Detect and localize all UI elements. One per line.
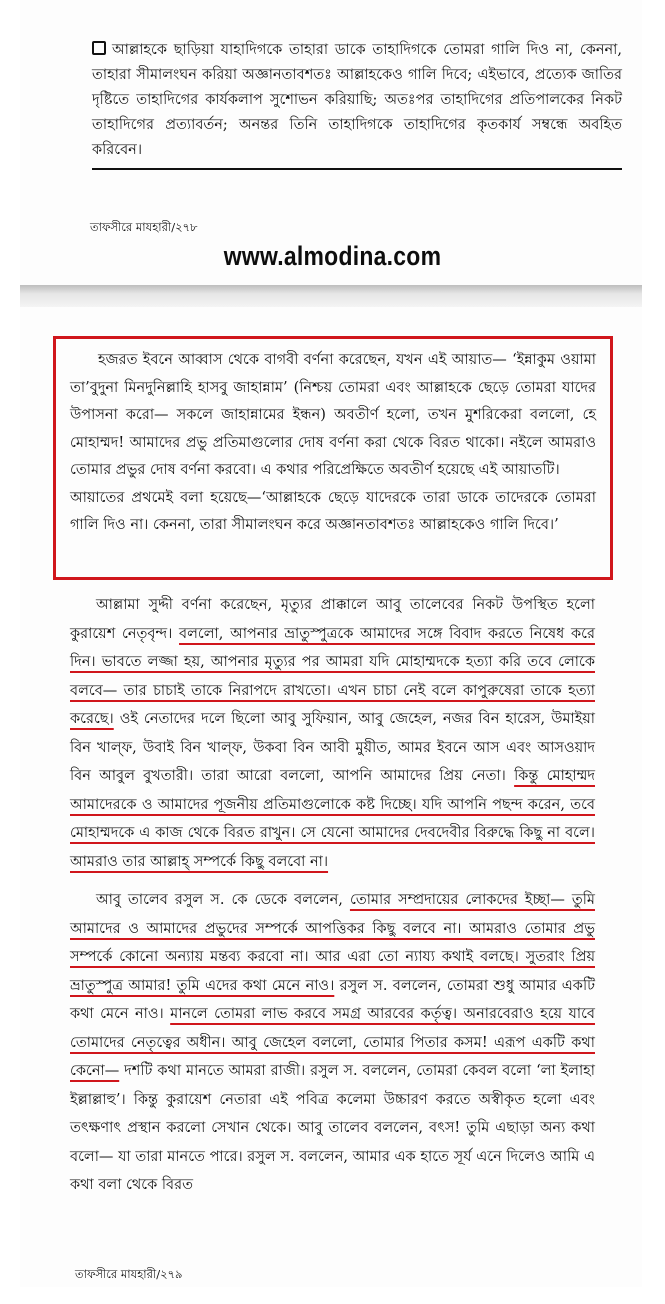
highlight-box [53, 336, 613, 580]
body-text [70, 591, 595, 1210]
quran-verse-translation [92, 38, 622, 163]
text-span: আল্লামা সুদ্দী বর্ণনা করেছেন, মৃত্যুর প্রাক্কালে আবু তালেবের নিকট উপস্থিত হলো কুরায়েশ নেতৃবৃন্দ। [70, 597, 595, 642]
website-watermark: www.almodina.com [223, 241, 442, 271]
highlight-paragraph-1: হজরত ইবনে আব্বাস থেকে বাগবী বর্ণনা করেছেন, যখন এই আয়াত— ‘ইন্নাকুম ওয়ামা তা’বুদুনা মিনদুনিল্লাহি হাসবু জাহান্নাম’ (নিশ্চয় তোমরা এবং আল্লাহকে ছেড়ে তোমরা যাদের উপাসনা করো— সকলে জাহান্নামের ইন্ধন) অবতীর্ণ হলো, তখন মুশরিকেরা বললো, হে মোহাম্মদ! আমাদের প্রভু প্রতিমাগুলোর দোষ বর্ণনা করা থেকে বিরত থাকো। নইলে আমরাও তোমার প্রভুর দোষ বর্ণনা করবো। এ কথার পরিপ্রেক্ষিতে অবতীর্ণ হয়েছে এই আয়াতটি। [70, 352, 596, 478]
body-paragraph-2 [70, 886, 595, 1200]
underlined-text: মানলে তোমরা লাভ করবে সমগ্র আরবের কর্তৃত্ব। অনারবেরাও হয়ে যাবে তোমাদের নেতৃত্বের অধীন। আবু জেহেল বললো, তোমার পিতার কসম! এরূপ একটি কথা কেনো— [70, 1006, 595, 1079]
divider [92, 168, 622, 170]
text-span: দশটি কথা মানতে আমরা রাজী। রসুল স. বললেন, তোমরা কেবল বলো ‘লা ইলাহা ইল্লাল্লাহু’। কিন্তু কুরায়েশ নেতারা এই পবিত্র কলেমা উচ্চারণ করতে অস্বীকৃত হলো এবং তৎক্ষণাৎ প্রস্থান করলো সেখান থেকে। আবু তালেব বললেন, বৎস! তুমি এছাড়া অন্য কথা বলো— যা তারা মানতে পারে। রসুল স. বললেন, আমার এক হাতে সূর্য এনে দিলেও আমি এ কথা বলা থেকে বিরত [70, 1063, 595, 1193]
underlined-text: কিন্তু মোহাম্মদ আমাদেরকে ও আমাদের পূজনীয় প্রতিমাগুলোকে কষ্ট দিচ্ছে। যদি আপনি পছন্দ করেন, তবে মোহাম্মদকে এ কাজ থেকে বিরত রাখুন। সে যেনো আমাদের দেবদেবীর বিরুদ্ধে কিছু না বলে। আমরাও তার আল্লাহ্ সম্পর্কে কিছু বলবো না। [70, 768, 595, 870]
underlined-text: বললো, আপনার ভ্রাতুস্পুত্রকে আমাদের সঙ্গে বিবাদ করতে নিষেধ করে দিন। ভাবতে লজ্জা হয়, আপনার মৃত্যুর পর আমরা যদি মোহাম্মদকে হত্যা করি তবে লোকে বলবে— তার চাচাই তাকে নিরাপদে রাখতো। এখন চাচা নেই বলে কাপুরুষেরা তাকে হত্যা করেছে। [70, 625, 595, 727]
underlined-text: তোমার সম্প্রদায়ের লোকদের ইচ্ছা— তুমি আমাদের ও আমাদের প্রভুদের সম্পর্কে আপত্তিকর কিছু বলবে না। আমরাও তোমার প্রভু সম্পর্কে কোনো অন্যায় মন্তব্য করবো না। আর এরা তো ন্যায্য কথাই বলছে। সুতরাং প্রিয় ভ্রাতুস্পুত্র আমার! তুমি এদের কথা মেনে নাও। [70, 892, 595, 994]
text-span: আবু তালেব রসুল স. কে ডেকে বললেন, [96, 892, 350, 908]
page-separator [20, 285, 642, 307]
highlight-paragraph-2: আয়াতের প্রথমেই বলা হয়েছে—‘আল্লাহকে ছেড়ে যাদেরকে তারা ডাকে তাদেরকে তোমরা গালি দিও না। কেননা, তারা সীমালংঘন করে অজ্ঞানতাবশতঃ আল্লাহকেও গালি দিবে।’ [70, 489, 596, 533]
page-reference-bottom: তাফসীরে মাযহারী/২৭৯ [75, 1267, 183, 1281]
page-reference-top: তাফসীরে মাযহারী/২৭৮ [90, 220, 198, 234]
verse-marker-icon [92, 41, 106, 55]
verse-text: আল্লাহকে ছাড়িয়া যাহাদিগকে তাহারা ডাকে তাহাদিগকে তোমরা গালি দিও না, কেননা, তাহারা সীমালংঘন করিয়া অজ্ঞানতাবশতঃ আল্লাহকেও গালি দিবে; এইভাবে, প্রত্যেক জাতির দৃষ্টিতে তাহাদিগের কার্যকলাপ সুশোভন করিয়াছি; অতঃপর তাহাদিগের প্রতিপালকের নিকট তাহাদিগের প্রত্যাবর্তন; অনন্তর তিনি তাহাদিগকে তাহাদিগের কৃতকার্য সম্বন্ধে অবহিত করিবেন। [92, 42, 622, 158]
body-paragraph-1 [70, 591, 595, 876]
text-span: ওই নেতাদের দলে ছিলো আবু সুফিয়ান, আবু জেহেল, নজর বিন হারেস, উমাইয়া বিন খাল্‌ফ, উবাই বিন খাল্‌ফ, উকবা বিন আবী মুয়ীত, আমর ইবনে আস এবং আসওয়াদ বিন আবুল বুখতারী। তারা আরো বললো, আপনি আমাদের প্রিয় নেতা। [70, 711, 595, 784]
text-span: রসুল স. বললেন, তোমরা শুধু আমার একটি কথা মেনে নাও। [70, 977, 595, 1022]
